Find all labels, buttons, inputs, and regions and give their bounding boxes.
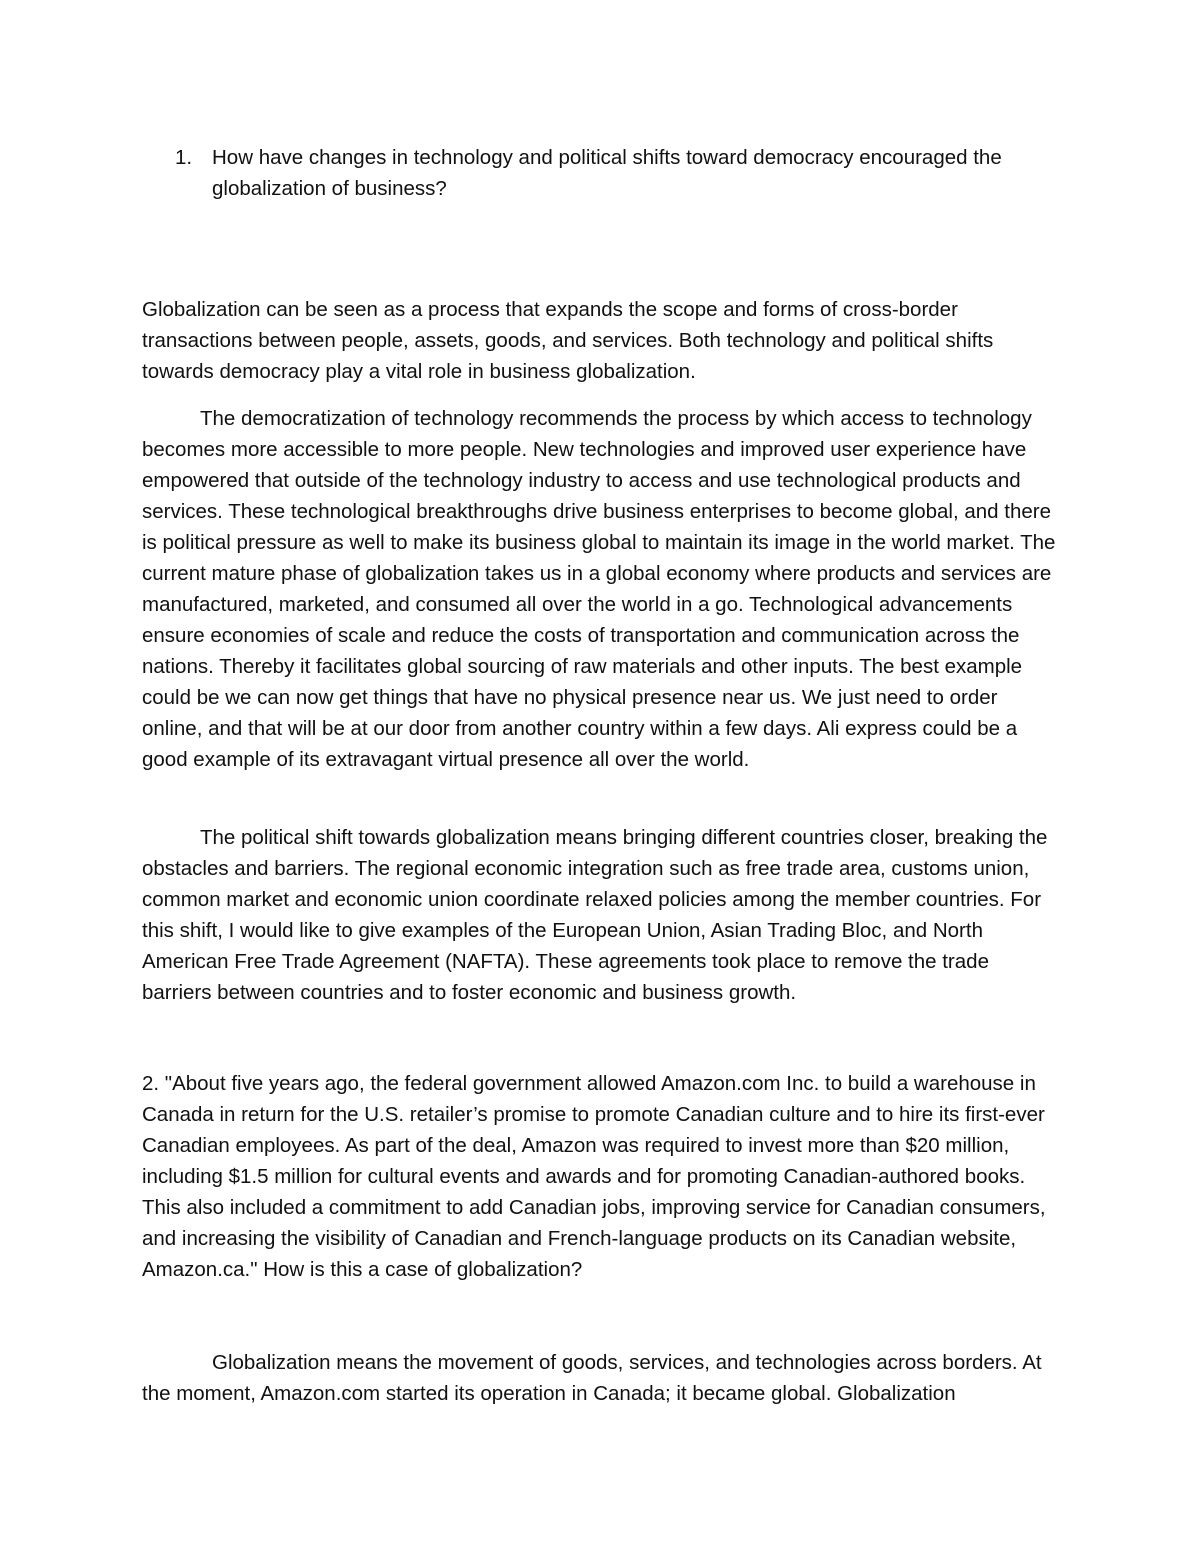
question-1-number: 1. <box>175 146 193 169</box>
answer-2-paragraph: Globalization means the movement of goods, services, and technologies across borders. At the moment, Amazon.com started its operation in Canada; it became global. Globalization <box>142 1351 1042 1405</box>
answer-1-political-paragraph: The political shift towards globalization means bringing different countries closer, breaking the obstacles and barriers. The regional economic integration such as free trade area, customs union, common market and economic union coordinate relaxed policies among the member countries. For this shift, I would like to give examples of the European Union, Asian Trading Bloc, and North American Free Trade Agreement (NAFTA). These agreements took place to remove the trade barriers between countries and to foster economic and business growth. <box>142 826 1048 1004</box>
question-1-text: How have changes in technology and political shifts toward democracy encouraged the globalization of business? <box>212 146 1002 200</box>
question-2: 2. "About five years ago, the federal government allowed Amazon.com Inc. to build a warehouse in Canada in return for the U.S. retailer’s promise to promote Canadian culture and to hire its first-ever Canadian employees. As part of the deal, Amazon was required to invest more than $20 million, including $1.5 million for cultural events and awards and for promoting Canadian-authored books. This also included a commitment to add Canadian jobs, improving service for Canadian consumers, and increasing the visibility of Canadian and French-language products on its Canadian website, Amazon.ca." How is this a case of globalization? <box>142 1072 1046 1281</box>
question-1 <box>175 142 1075 204</box>
answer-1-technology-paragraph: The democratization of technology recommends the process by which access to technology becomes more accessible to more people. New technologies and improved user experience have empowered that outside of the technology industry to access and use technological products and services. These technological breakthroughs drive business enterprises to become global, and there is political pressure as well to make its business global to maintain its image in the world market. The current mature phase of globalization takes us in a global economy where products and services are manufactured, marketed, and consumed all over the world in a go. Technological advancements ensure economies of scale and reduce the costs of transportation and communication across the nations. Thereby it facilitates global sourcing of raw materials and other inputs. The best example could be we can now get things that have no physical presence near us. We just need to order online, and that will be at our door from another country within a few days. Ali express could be a good example of its extravagant virtual presence all over the world. <box>142 407 1056 771</box>
answer-1-intro-paragraph: Globalization can be seen as a process that expands the scope and forms of cross-border transactions between people, assets, goods, and services. Both technology and political shifts towards democracy play a vital role in business globalization. <box>142 298 994 383</box>
